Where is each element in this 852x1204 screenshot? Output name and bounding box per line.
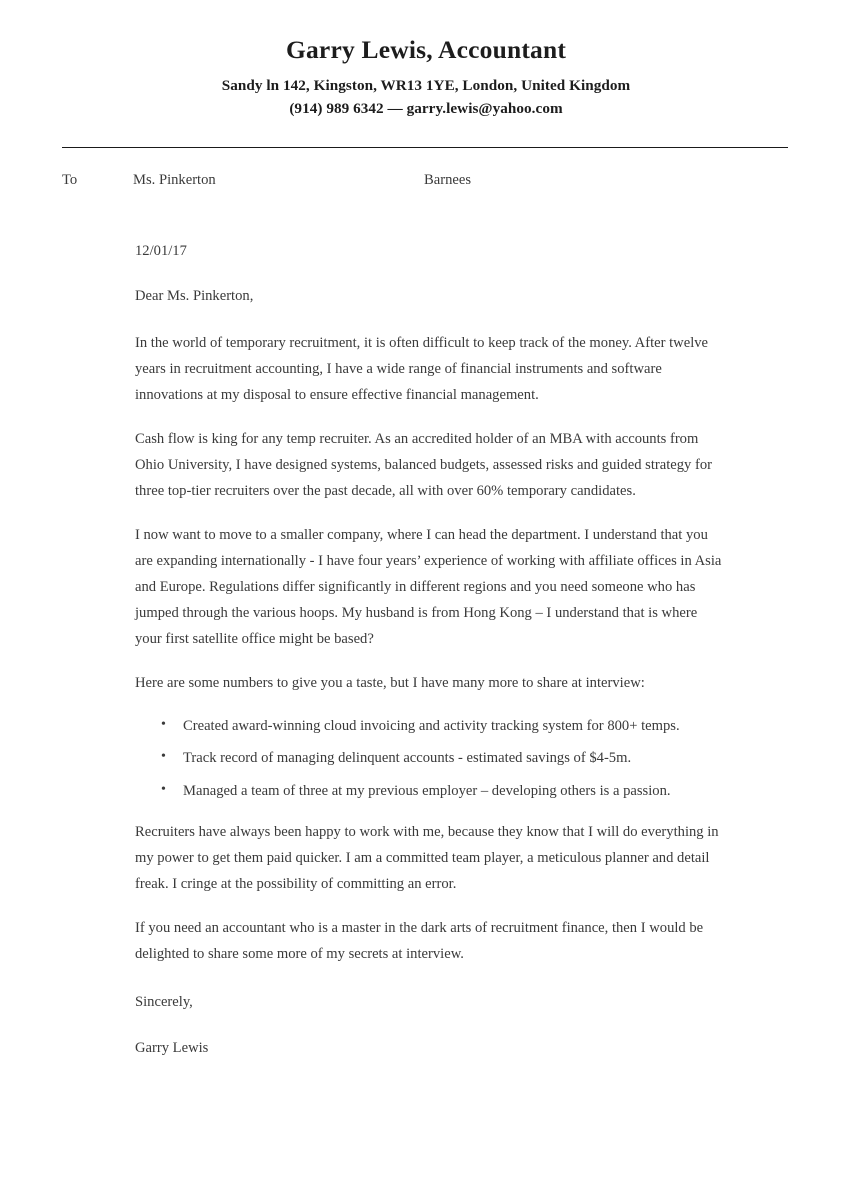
header-divider <box>62 147 788 148</box>
letter-paragraph: Recruiters have always been happy to work with me, because they know that I will do everything in my power to get them paid quicker. I am a committed team player, a meticulous planner and detail freak. I cringe at the possibility of committing an error. <box>135 823 719 892</box>
recipient-name: Ms. Pinkerton <box>133 172 216 189</box>
letter-signature: Garry Lewis <box>135 1040 209 1057</box>
sender-address: Sandy ln 142, Kingston, WR13 1YE, London, United Kingdom <box>221 76 631 94</box>
letter-body <box>0 241 852 1060</box>
achievements-list <box>135 715 722 803</box>
letter-paragraph: Cash flow is king for any temp recruiter. As an accredited holder of an MBA with accounts from Ohio University, I have designed systems, balanced budgets, assessed risks and guided strategy for three top-tier recruiters over the past decade, all with over 60% temporary candidates. <box>135 431 713 500</box>
letter-paragraph: In the world of temporary recruitment, it is often difficult to keep track of the money. After twelve years in recruitment accounting, I have a wide range of financial instruments and software innovations at my disposal to ensure effective financial management. <box>135 335 709 404</box>
letter-paragraph: Here are some numbers to give you a taste, but I have many more to share at interview: <box>135 674 645 691</box>
recipient-company: Barnees <box>424 172 472 189</box>
recipient-row <box>0 170 852 192</box>
letter-paragraph: I now want to move to a smaller company, where I can head the department. I understand that you are expanding internationally - I have four years’ experience of working with affiliate offices in Asia and Europe. Regulations differ significantly in different regions and you need someone who has jumped through the various hoops. My husband is from Hong Kong – I understand that is where your first satellite office might be based? <box>135 527 722 647</box>
sender-name: Garry Lewis, Accountant <box>285 35 567 64</box>
letter-paragraph: If you need an accountant who is a master in the dark arts of recruitment finance, then I would be delighted to share some more of my secrets at interview. <box>135 919 704 962</box>
letter-closing: Sincerely, <box>135 993 193 1010</box>
recipient-to-label: To <box>62 172 78 189</box>
list-item: • Track record of managing delinquent accounts - estimated savings of $4-5m. <box>170 747 722 770</box>
list-item: • Created award-winning cloud invoicing and activity tracking system for 800+ temps. <box>170 715 722 738</box>
letter-date: 12/01/17 <box>135 243 187 260</box>
letter-salutation: Dear Ms. Pinkerton, <box>135 288 254 305</box>
list-item: • Managed a team of three at my previous employer – developing others is a passion. <box>170 780 722 803</box>
sender-contact: (914) 989 6342 — garry.lewis@yahoo.com <box>289 99 563 117</box>
letterhead <box>0 0 852 120</box>
header-divider-wrap <box>0 147 852 148</box>
